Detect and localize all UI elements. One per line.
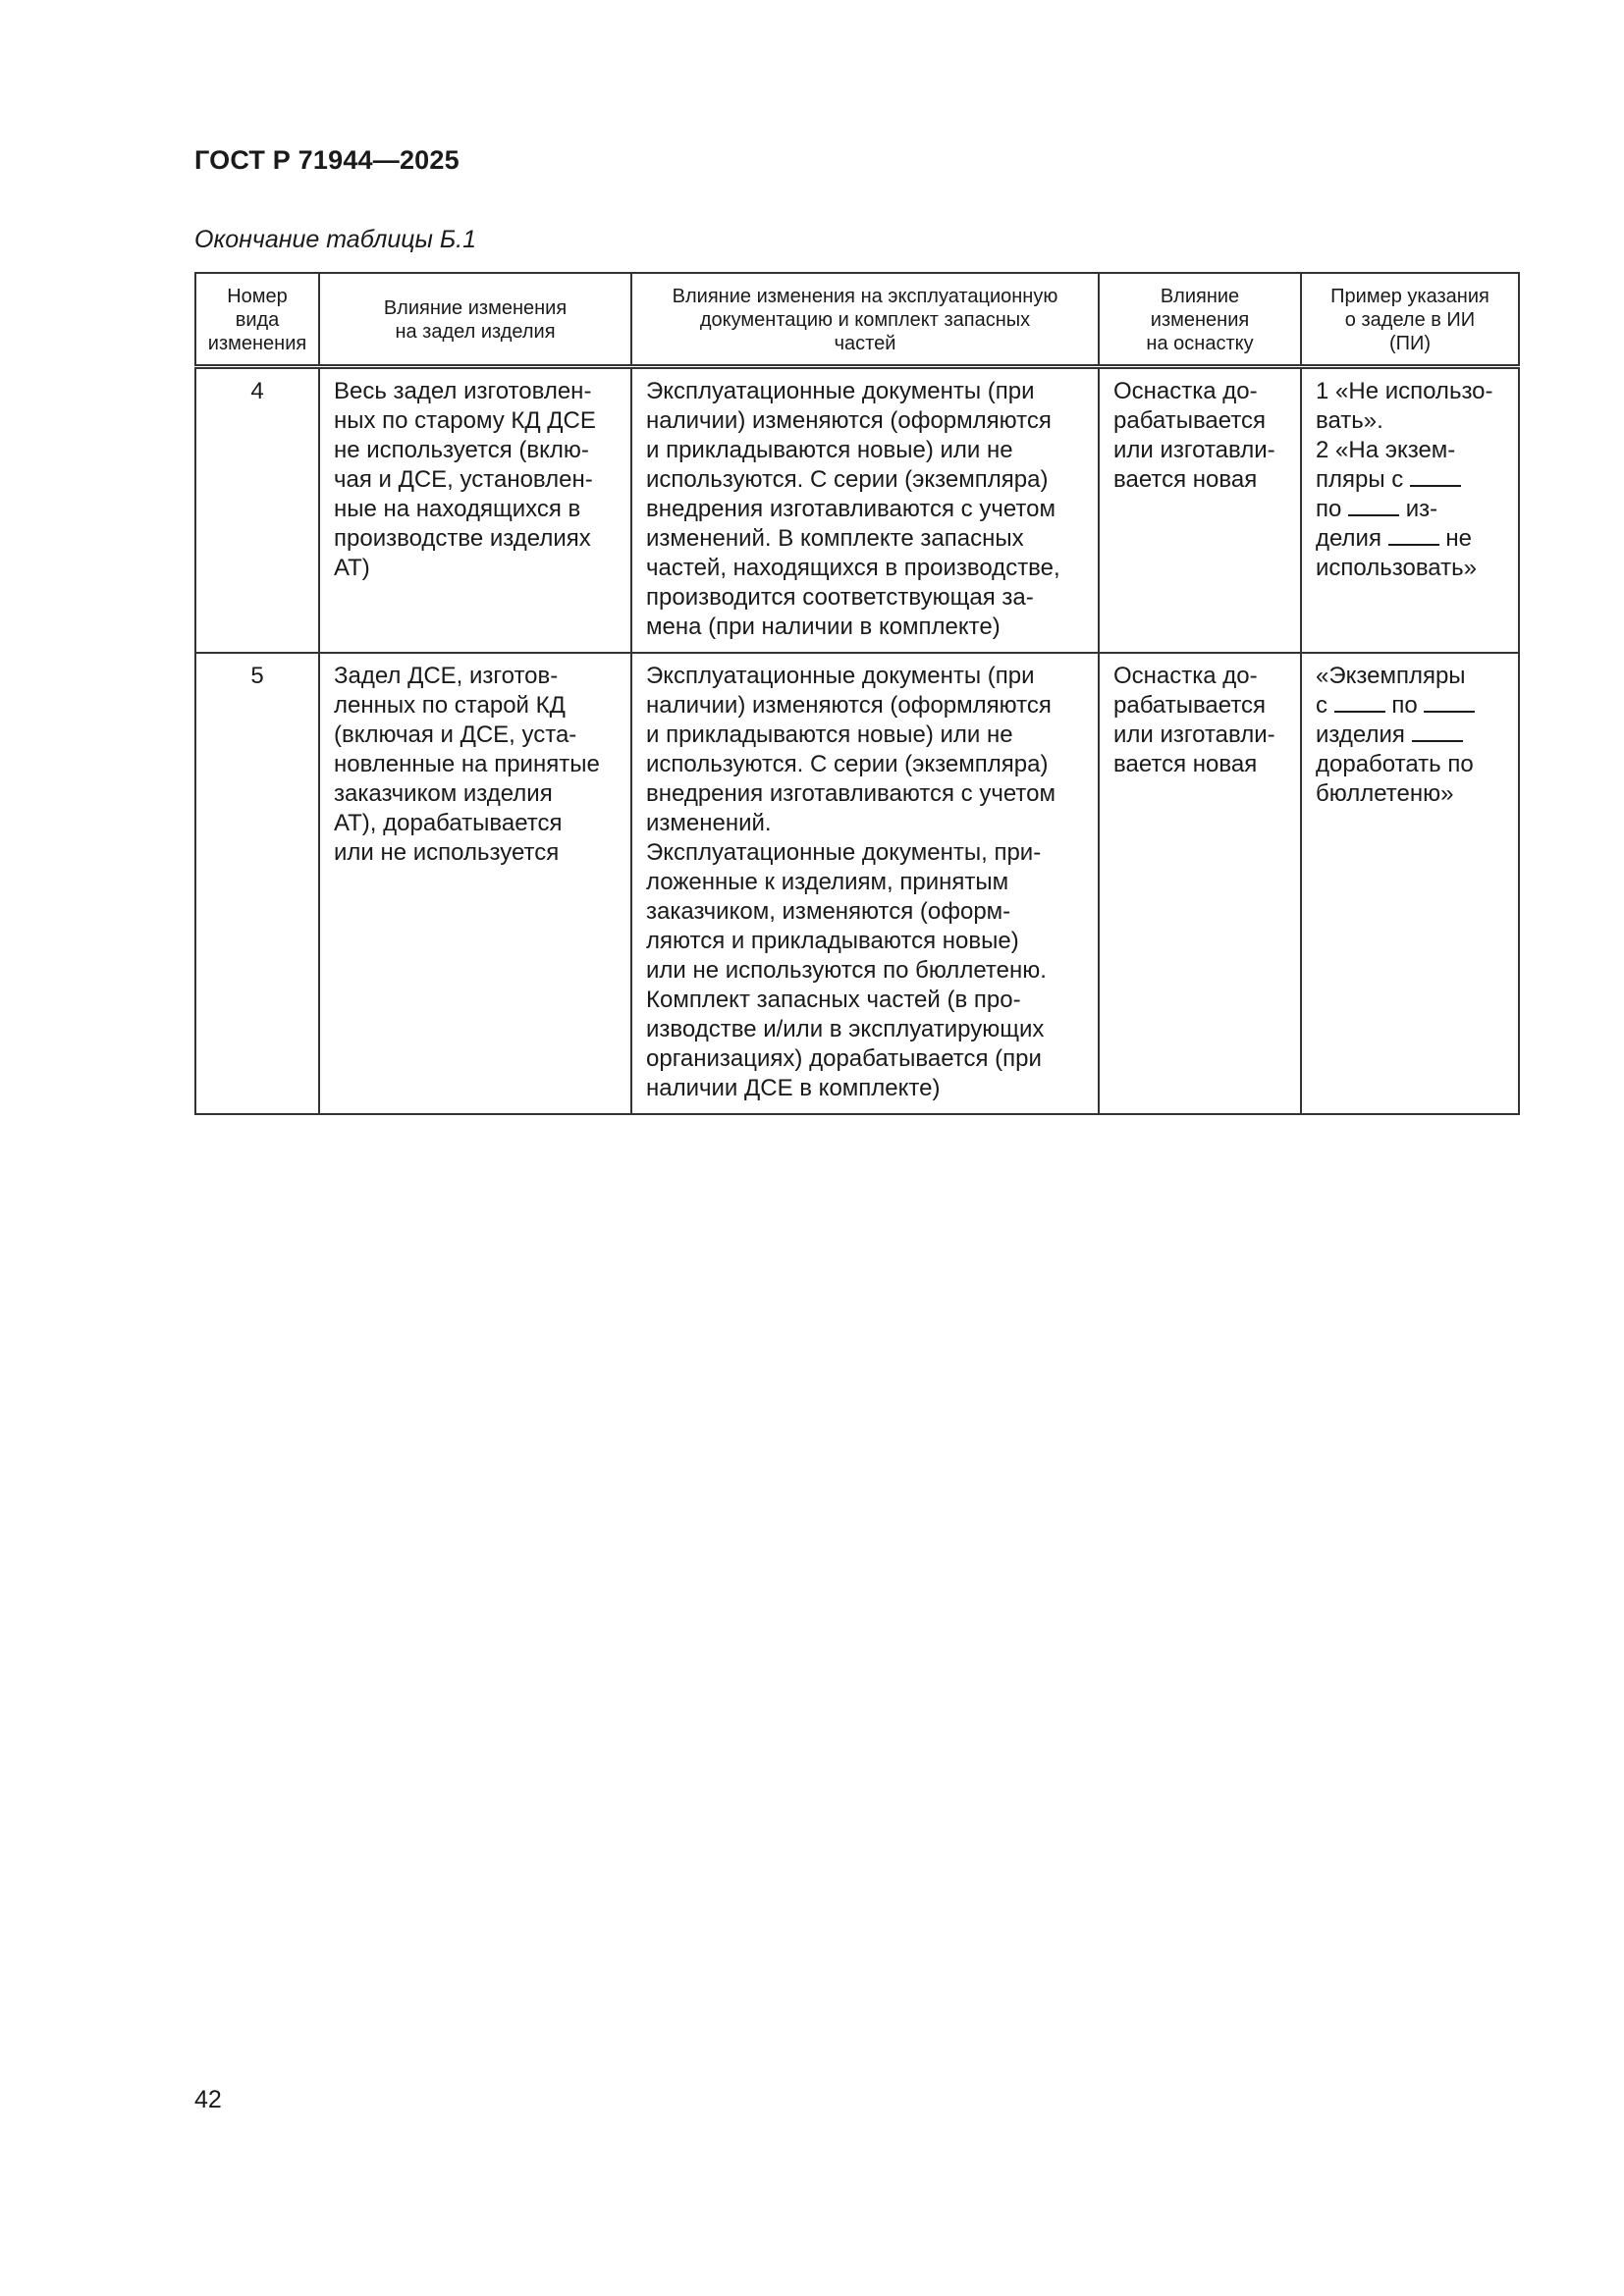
fill-in-blank [1334,711,1385,713]
cell-text-line: чая и ДСЕ, установлен- [334,466,593,493]
header-tooling-impact [1099,273,1301,367]
text-fragment: доработать по [1316,751,1474,777]
header-text-line: вида [235,309,280,331]
header-text-line: Номер [227,286,288,307]
page-number: 42 [194,2086,222,2113]
header-row [195,273,1519,367]
text-fragment: пляры с [1316,466,1404,493]
cell-text-line [1316,406,1506,436]
cell-text-line [1316,721,1506,750]
cell-text-line: производится соответствующая за- [646,584,1034,611]
cell-text-line: заказчиком изделия [334,780,553,807]
cell-text-line [1316,495,1506,524]
text-fragment: из- [1405,496,1438,522]
cell-text-line: Весь задел изготовлен- [334,378,592,404]
document-code: ГОСТ Р 71944—2025 [194,145,460,175]
header-text-line: на оснастку [1146,333,1254,354]
cell-text-line: ных по старому КД ДСЕ [334,407,596,434]
cell-text-line: Оснастка до- [1113,663,1258,689]
cell-text-line: или не используется [334,839,560,866]
cell-text-line: или изготавли- [1113,437,1275,463]
cell-text-line [1316,436,1506,465]
cell-text-line: изменений. В комплекте запасных [646,525,1024,552]
header-text-line: документацию и комплект запасных [699,309,1031,331]
fill-in-blank [1424,711,1475,713]
header-backlog-impact [319,273,631,367]
cell-text-line: производстве изделиях [334,525,591,552]
cell-text-line: Комплект запасных частей (в про- [646,987,1021,1013]
cell-text-line [1316,662,1506,691]
cell-text-line: Оснастка до- [1113,378,1258,404]
header-example [1301,273,1519,367]
header-text-line: Пример указания [1330,286,1489,307]
cell-text-line: используются. С серии (экземпляра) [646,751,1049,777]
cell-text-line: организациях) дорабатывается (при [646,1045,1042,1072]
cell-text-line: Эксплуатационные документы, при- [646,839,1042,866]
cell-text-line: вается новая [1113,751,1258,777]
cell-text-line: АТ), дорабатывается [334,810,563,836]
cell-text-line: АТ) [334,555,370,581]
cell-text-line: наличии) изменяются (оформляются [646,407,1052,434]
cell-text-line: ложенные к изделиям, принятым [646,869,1009,895]
cell-text-line: наличии ДСЕ в комплекте) [646,1075,941,1101]
cell-text-line: или не используются по бюллетеню. [646,957,1047,984]
cell-example [1301,367,1519,654]
cell-tooling-impact [1099,367,1301,654]
text-fragment: использовать» [1316,555,1477,581]
text-fragment: бюллетеню» [1316,780,1454,807]
cell-text-line: мена (при наличии в комплекте) [646,614,1001,640]
cell-text-line: ленных по старой КД [334,692,566,719]
text-fragment: 1 «Не использо- [1316,378,1493,404]
text-fragment: по [1391,692,1418,719]
cell-text-line: внедрения изготавливаются с учетом [646,780,1056,807]
table-row [195,653,1519,1114]
table-caption: Окончание таблицы Б.1 [194,226,476,253]
fill-in-blank [1412,740,1463,742]
cell-text-line: ные на находящихся в [334,496,581,522]
cell-text-line: изводстве и/или в эксплуатирующих [646,1016,1045,1042]
fill-in-blank [1410,485,1461,487]
header-text-line: Влияние изменения [383,297,568,319]
text-fragment: 2 «На экзем- [1316,437,1456,463]
header-text-line: на задел изделия [395,321,556,343]
text-fragment: не [1445,525,1472,552]
header-text-line: изменения [207,333,307,354]
cell-text-line: частей, находящихся в производстве, [646,555,1060,581]
cell-text-line: и прикладываются новые) или не [646,437,1013,463]
header-text-line: Влияние [1160,286,1240,307]
cell-text-line [1316,691,1506,721]
cell-text-line: изменений. [646,810,772,836]
cell-docs-impact [631,653,1099,1114]
text-fragment: по [1316,496,1342,522]
text-fragment: делия [1316,525,1381,552]
header-change-number [195,273,319,367]
changes-table [194,272,1520,1115]
text-fragment: с [1316,692,1327,719]
cell-text-line: новленные на принятые [334,751,600,777]
cell-text-line: (включая и ДСЕ, уста- [334,721,577,748]
text-fragment: вать». [1316,407,1383,434]
header-text-line: (ПИ) [1388,333,1432,354]
text-fragment: изделия [1316,721,1405,748]
cell-text-line: наличии) изменяются (оформляются [646,692,1052,719]
header-text-line: о заделе в ИИ [1344,309,1476,331]
cell-text-line [1316,465,1506,495]
header-docs-impact [631,273,1099,367]
cell-text-line: ляются и прикладываются новые) [646,928,1019,954]
header-text-line: изменения [1150,309,1250,331]
text-fragment: «Экземпляры [1316,663,1466,689]
cell-text-line: рабатывается [1113,407,1267,434]
fill-in-blank [1348,514,1399,516]
cell-text-line: Эксплуатационные документы (при [646,378,1035,404]
cell-docs-impact [631,367,1099,654]
cell-backlog-impact [319,367,631,654]
cell-backlog-impact [319,653,631,1114]
cell-text-line: Задел ДСЕ, изготов- [334,663,559,689]
header-text-line: частей [834,333,896,354]
cell-change-number: 4 [195,367,319,654]
cell-text-line: рабатывается [1113,692,1267,719]
cell-text-line [1316,779,1506,809]
cell-example [1301,653,1519,1114]
cell-text-line [1316,554,1506,583]
cell-text-line: не используется (вклю- [334,437,589,463]
cell-text-line: и прикладываются новые) или не [646,721,1013,748]
cell-text-line: или изготавли- [1113,721,1275,748]
cell-text-line [1316,377,1506,406]
header-text-line: Влияние изменения на эксплуатационную [672,286,1058,307]
cell-text-line: вается новая [1113,466,1258,493]
cell-text-line [1316,750,1506,779]
cell-text-line: используются. С серии (экземпляра) [646,466,1049,493]
cell-tooling-impact [1099,653,1301,1114]
table-row [195,367,1519,654]
table-body [195,367,1519,1115]
fill-in-blank [1388,544,1439,546]
cell-change-number: 5 [195,653,319,1114]
cell-text-line [1316,524,1506,554]
cell-text-line: заказчиком, изменяются (оформ- [646,898,1011,925]
cell-text-line: внедрения изготавливаются с учетом [646,496,1056,522]
cell-text-line: Эксплуатационные документы (при [646,663,1035,689]
